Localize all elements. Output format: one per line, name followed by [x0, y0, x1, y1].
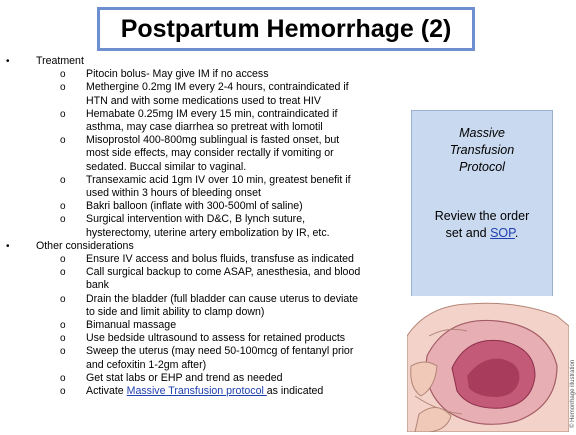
circle-bullet-icon: o — [60, 108, 66, 120]
list-item: o Call surgical backup to come ASAP, anesthesia, and blood — [60, 266, 361, 279]
circle-bullet-icon: o — [60, 201, 66, 213]
list-item: o Pitocin bolus- May give IM if no access — [60, 68, 269, 81]
list-item: used within 3 hours of bleeding onset — [86, 187, 261, 200]
list-item: o Transexamic acid 1gm IV over 10 min, greatest benefit if — [60, 173, 351, 186]
circle-bullet-icon: o — [60, 254, 66, 266]
list-item: o Surgical intervention with D&C, B lynch suture, — [60, 213, 306, 226]
box-heading-line: Massive — [459, 126, 505, 140]
list-item: o Ensure IV access and bolus fluids, transfuse as indicated — [60, 253, 354, 266]
circle-bullet-icon: o — [60, 267, 66, 279]
circle-bullet-icon: o — [60, 320, 66, 332]
list-item: o Hemabate 0.25mg IM every 15 min, contraindicated if — [60, 107, 338, 120]
circle-bullet-icon: o — [60, 346, 66, 358]
review-order-line: Review the order — [434, 209, 530, 223]
circle-bullet-icon: o — [60, 69, 66, 81]
section-heading: • Other considerations — [6, 239, 134, 252]
bullet-icon: • — [6, 240, 10, 252]
sop-link[interactable]: SOP — [490, 226, 515, 240]
circle-bullet-icon: o — [60, 372, 66, 384]
list-item: most side effects, may consider rectally if vomiting or — [86, 147, 334, 160]
list-item: to side and limit ability to clamp down) — [86, 305, 265, 318]
circle-bullet-icon: o — [60, 174, 66, 186]
list-item: bank — [86, 279, 109, 292]
review-order-suffix: . — [514, 226, 519, 240]
massive-transfusion-box — [411, 110, 553, 298]
uterus-illustration — [407, 296, 569, 432]
illustration-credit-text: © Hemorrhage illustration — [570, 359, 576, 428]
circle-bullet-icon: o — [60, 333, 66, 345]
list-item: hysterectomy, uterine artery embolization by IR, etc. — [86, 226, 330, 239]
list-item: o Get stat labs or EHP and trend as needed — [60, 371, 283, 384]
box-heading — [412, 125, 552, 176]
list-item: o Activate Massive Transfusion protocol as indicated — [60, 385, 324, 398]
circle-bullet-icon: o — [60, 82, 66, 94]
title-box — [97, 7, 475, 51]
circle-bullet-icon: o — [60, 386, 66, 398]
list-item: asthma, may case diarrhea so pretreat with lomotil — [86, 121, 323, 134]
review-order-line — [412, 225, 552, 242]
list-item: o Bimanual massage — [60, 319, 177, 332]
list-item: and cefoxitin 1-2gm after) — [86, 358, 207, 371]
list-item: o Sweep the uterus (may need 50-100mcg of fentanyl prior — [60, 345, 354, 358]
list-item: o Bakri balloon (inflate with 300-500ml of saline) — [60, 200, 303, 213]
list-item: o Drain the bladder (full bladder can cause uterus to deviate — [60, 292, 359, 305]
massive-transfusion-protocol-link[interactable]: Massive Transfusion protocol — [126, 385, 267, 398]
illustration-credit — [568, 300, 576, 430]
page-title: Postpartum Hemorrhage (2) — [120, 14, 452, 43]
circle-bullet-icon: o — [60, 135, 66, 147]
list-item: o Use bedside ultrasound to assess for retained products — [60, 332, 346, 345]
list-item: o Methergine 0.2mg IM every 2-4 hours, contraindicated if — [60, 81, 349, 94]
content-list — [0, 55, 405, 398]
circle-bullet-icon: o — [60, 293, 66, 305]
list-item: sedated. Buccal similar to vaginal. — [86, 160, 247, 173]
section-heading: • Treatment — [6, 55, 84, 67]
review-order-prefix: set and — [445, 226, 491, 240]
box-heading-line: Transfusion — [449, 143, 515, 157]
circle-bullet-icon: o — [60, 214, 66, 226]
list-item: HTN and with some medications used to treat HIV — [86, 94, 321, 107]
box-heading-line: Protocol — [459, 160, 505, 174]
bullet-icon: • — [6, 56, 10, 67]
review-order-text — [412, 208, 552, 242]
list-item: o Misoprostol 400-800mg sublingual is fasted onset, but — [60, 134, 340, 147]
